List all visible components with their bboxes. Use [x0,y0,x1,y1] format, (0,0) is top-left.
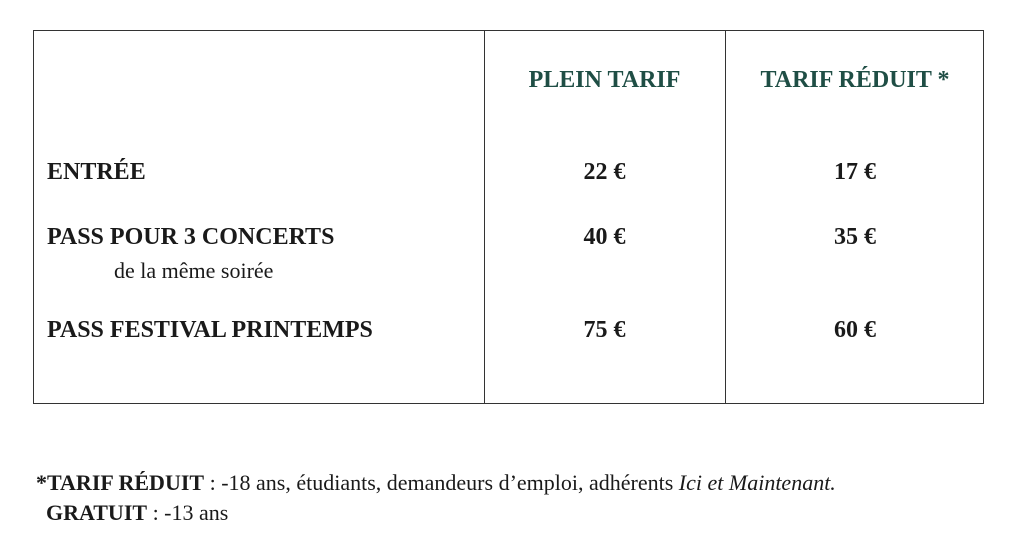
footnote-reduit-term: *TARIF RÉDUIT [36,470,205,495]
price-entree-plein: 22 € [583,159,626,185]
price-pass-festival-reduit: 60 € [834,317,876,343]
row-label-pass-festival: PASS FESTIVAL PRINTEMPS [47,317,373,343]
footnote-gratuit-term: GRATUIT [46,500,148,525]
header-tarif-reduit: TARIF RÉDUIT * [760,67,950,93]
row-label-pass-3-concerts: PASS POUR 3 CONCERTS [47,224,335,250]
footnote-tarif-reduit [36,470,836,496]
footnote-reduit-text: : -18 ans, étudiants, demandeurs d’emploi, adhérents [204,470,679,495]
price-table [33,30,984,404]
row-label-entree: ENTRÉE [47,159,146,185]
price-pass-3-concerts-plein: 40 € [583,224,626,250]
header-plein-tarif: PLEIN TARIF [528,67,681,93]
row-sublabel-pass-3-concerts: de la même soirée [114,258,274,283]
footnote-gratuit-text: : -13 ans [147,500,229,525]
price-pass-festival-plein: 75 € [583,317,626,343]
footnote-gratuit [46,500,228,526]
price-pass-3-concerts-reduit: 35 € [834,224,876,250]
footnote-reduit-italic: Ici et Maintenant. [678,470,836,495]
price-entree-reduit: 17 € [834,159,876,185]
